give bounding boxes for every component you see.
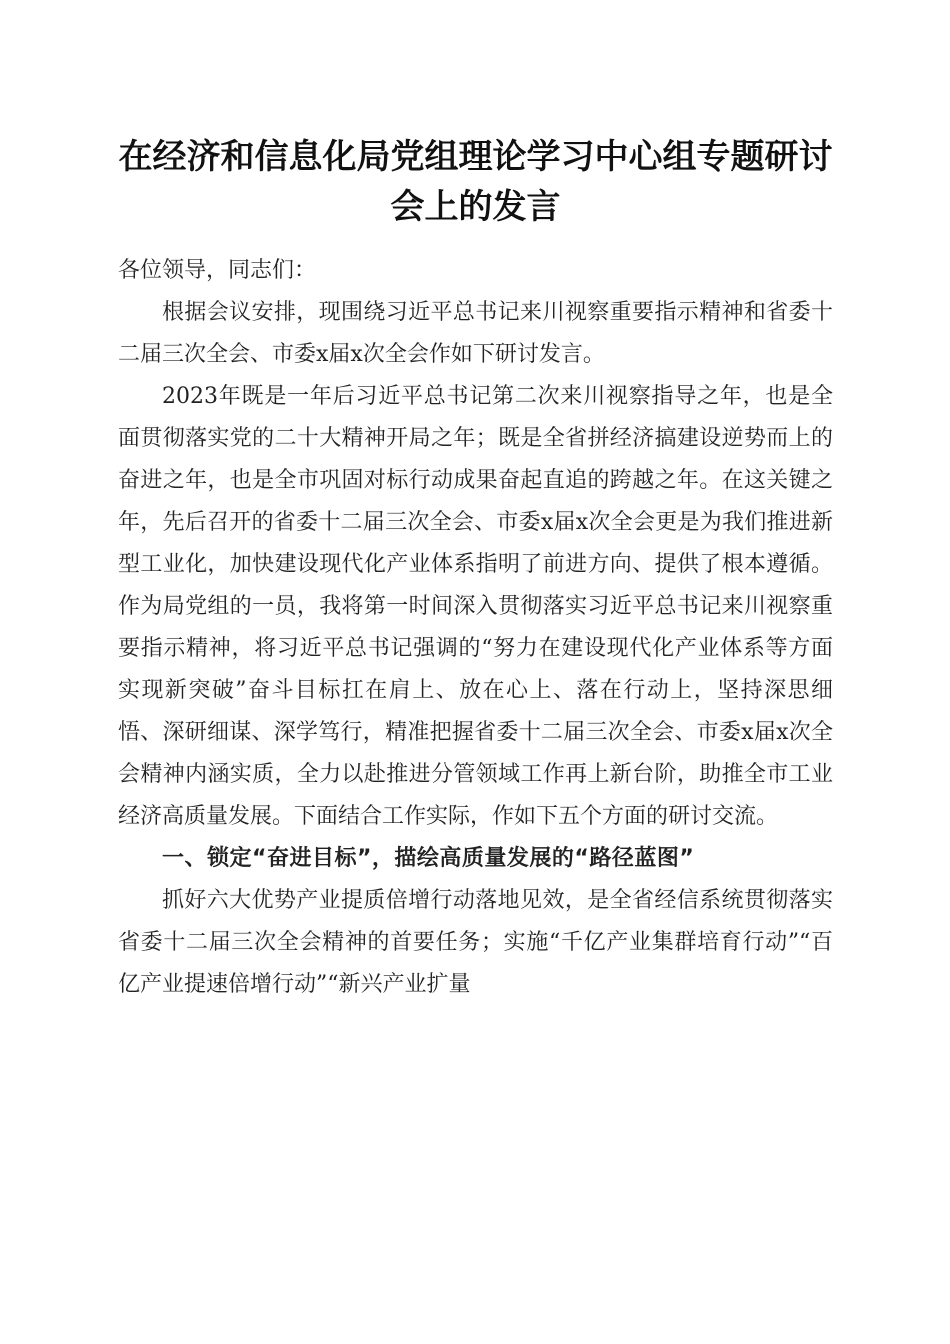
document-title: 在经济和信息化局党组理论学习中心组专题研讨会上的发言 (118, 137, 833, 227)
paragraph-intro: 根据会议安排，现围绕习近平总书记来川视察重要指示精神和省委十二届三次全会、市委x届x次全会作如下研讨发言。 (118, 300, 833, 367)
salutation: 各位领导，同志们： (118, 258, 317, 283)
paragraph-section-one: 抓好六大优势产业提质倍增行动落地见效，是全省经信系统贯彻落实省委十二届三次全会精神的首要任务；实施“千亿产业集群培育行动”“百亿产业提速倍增行动”“新兴产业扩量 (118, 888, 833, 997)
section-heading: 一、锁定“奋进目标”，描绘高质量发展的“路径蓝图” (162, 846, 695, 871)
document-body (118, 250, 833, 1006)
paragraph-background: 2023年既是一年后习近平总书记第二次来川视察指导之年，也是全面贯彻落实党的二十大精神开局之年；既是全省拼经济搞建设逆势而上的奋进之年，也是全市巩固对标行动成果奋起直追的跨越之年。在这关键之年，先后召开的省委十二届三次全会、市委x届x次全会更是为我们推进新型工业化，加快建设现代化产业体系指明了前进方向、提供了根本遵循。作为局党组的一员，我将第一时间深入贯彻落实习近平总书记来川视察重要指示精神，将习近平总书记强调的“努力在建设现代化产业体系等方面实现新突破”奋斗目标扛在肩上、放在心上、落在行动上，坚持深思细悟、深研细谋、深学笃行，精准把握省委十二届三次全会、市委x届x次全会精神内涵实质，全力以赴推进分管领域工作再上新台阶，助推全市工业经济高质量发展。下面结合工作实际，作如下五个方面的研讨交流。 (118, 384, 833, 829)
